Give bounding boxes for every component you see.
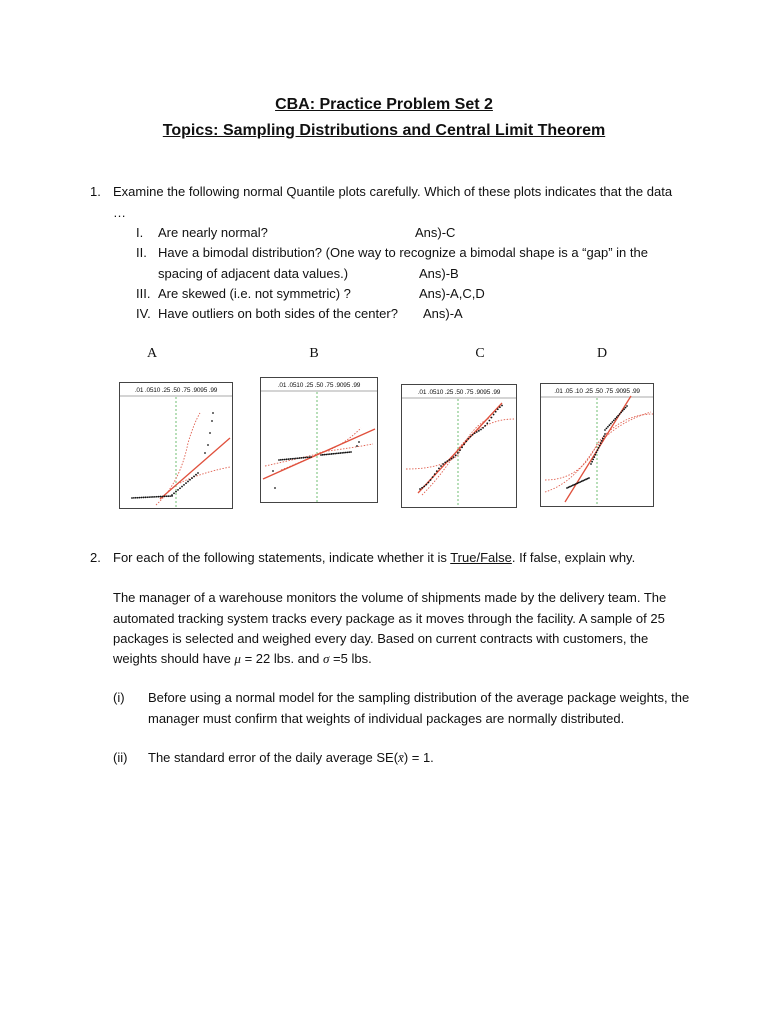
plot-tick-labels: .01 .05 .10 .25 .50 .75 .9095 .99: [554, 388, 640, 395]
data-point: [486, 422, 488, 424]
q1-item-text: Are nearly normal?: [158, 225, 268, 240]
plot-letter-b: B: [309, 346, 319, 361]
data-point: [274, 487, 276, 489]
data-point: [207, 444, 209, 446]
data-point: [465, 441, 467, 443]
q1-item-answer: Ans)-C: [415, 225, 456, 240]
data-point: [282, 459, 284, 461]
data-point: [592, 458, 594, 460]
data-point: [467, 438, 469, 440]
data-point: [598, 447, 600, 449]
data-point: [430, 479, 432, 481]
q2-text: weights should have: [113, 651, 235, 666]
data-point: [606, 428, 608, 430]
data-point: [472, 434, 474, 436]
data-point: [179, 487, 181, 489]
q2-paragraph-line: automated tracking system tracks every package as it moves through the facility. A sample of 25: [113, 611, 665, 626]
data-point: [495, 411, 497, 413]
data-point: [358, 441, 360, 443]
data-point: [356, 445, 358, 447]
plot-tick-labels: .01 .0510 .25 .50 .75 .9095 .99: [134, 387, 218, 394]
data-point: [278, 459, 280, 461]
q1-text: Examine the following normal Quantile plots carefully. Which of these plots indicates that the data: [113, 184, 673, 199]
q1-item-text: Have outliers on both sides of the center?: [158, 306, 398, 321]
q2-intro-text: For each of the following statements, indicate whether it is: [113, 550, 451, 565]
q2-true-false: True/False: [450, 550, 512, 565]
data-point: [308, 456, 310, 458]
data-point: [434, 473, 436, 475]
data-point: [459, 449, 461, 451]
q2-part-text: manager must confirm that weights of individual packages are normally distributed.: [148, 711, 625, 726]
data-point: [185, 482, 187, 484]
data-point: [306, 456, 308, 458]
data-point: [329, 453, 331, 455]
data-point: [135, 497, 137, 499]
fit-line: [160, 438, 230, 499]
data-point: [607, 426, 609, 428]
data-point: [340, 452, 342, 454]
data-point: [609, 424, 611, 426]
data-point: [610, 423, 612, 425]
data-point: [212, 412, 214, 414]
data-point: [347, 451, 349, 453]
data-point: [623, 408, 625, 410]
sigma-symbol: σ: [322, 651, 330, 666]
data-point: [482, 427, 484, 429]
data-point: [595, 452, 597, 454]
data-point: [150, 496, 152, 498]
data-point: [603, 435, 605, 437]
data-point: [169, 495, 171, 497]
q2-paragraph-line: [113, 651, 372, 667]
data-point: [428, 482, 430, 484]
data-point: [303, 457, 305, 459]
data-point: [478, 430, 480, 432]
q1-continuation: …: [113, 205, 126, 220]
plot-graphic: [261, 378, 377, 502]
data-point: [338, 452, 340, 454]
data-point: [438, 467, 440, 469]
plot-graphic: [120, 383, 232, 508]
data-point: [146, 496, 148, 498]
data-point: [588, 477, 590, 479]
data-point: [324, 454, 326, 456]
data-point: [167, 495, 169, 497]
data-point: [322, 454, 324, 456]
q2-paragraph-line: The manager of a warehouse monitors the volume of shipments made by the delivery team. The: [113, 590, 667, 605]
data-point: [160, 496, 162, 498]
data-point: [602, 438, 604, 440]
data-point: [484, 425, 486, 427]
data-point: [195, 474, 197, 476]
data-point: [463, 443, 465, 445]
data-point: [211, 420, 213, 422]
data-point: [613, 420, 615, 422]
data-point: [604, 429, 606, 431]
quantile-plot-d: [540, 383, 654, 507]
q1-item-num: III.: [136, 286, 151, 301]
data-point: [181, 486, 183, 488]
data-point: [440, 465, 442, 467]
mu-symbol: μ: [234, 651, 241, 666]
data-point: [626, 405, 628, 407]
plot-letter-c: C: [475, 346, 485, 361]
data-point: [497, 408, 499, 410]
data-point: [295, 458, 297, 460]
data-point: [288, 458, 290, 460]
data-point: [327, 453, 329, 455]
data-point: [597, 449, 599, 451]
q2-intro: [113, 550, 635, 565]
data-point: [336, 453, 338, 455]
data-point: [480, 429, 482, 431]
data-point: [449, 459, 451, 461]
data-point: [158, 496, 160, 498]
data-point: [616, 416, 618, 418]
q1-item-text: Are skewed (i.e. not symmetric) ?: [158, 286, 351, 301]
data-point: [204, 452, 206, 454]
q2-paragraph-line: packages is selected and weighed every day. Based on current contracts with customers, the: [113, 631, 649, 646]
q2-part-text: Before using a normal model for the sampling distribution of the average package weights, the: [148, 690, 690, 705]
data-point: [501, 405, 503, 407]
data-point: [299, 457, 301, 459]
data-point: [493, 414, 495, 416]
data-point: [350, 451, 352, 453]
data-point: [209, 432, 211, 434]
data-point: [193, 475, 195, 477]
data-point: [173, 492, 175, 494]
data-point: [436, 470, 438, 472]
quantile-plot-b: [260, 377, 378, 503]
q2-part-text: [148, 750, 434, 766]
confidence-band: [156, 413, 200, 505]
plot-tick-labels: .01 .0510 .25 .50 .75 .9095 .99: [277, 382, 361, 389]
q1-item-num: I.: [136, 225, 144, 240]
quantile-plot-c: [401, 384, 517, 508]
data-point: [143, 497, 145, 499]
q1-item-answer: Ans)-B: [419, 266, 459, 281]
data-point: [453, 456, 455, 458]
data-point: [421, 487, 423, 489]
data-point: [332, 453, 334, 455]
data-point: [156, 496, 158, 498]
data-point: [334, 453, 336, 455]
data-point: [604, 433, 606, 435]
plot-graphic: [541, 384, 653, 506]
data-point: [444, 462, 446, 464]
data-point: [141, 497, 143, 499]
data-point: [600, 442, 602, 444]
q1-item-num: IV.: [136, 306, 151, 321]
q1-item-num: II.: [136, 245, 147, 260]
data-point: [331, 453, 333, 455]
data-point: [152, 496, 154, 498]
data-point: [470, 436, 472, 438]
data-point: [423, 485, 425, 487]
data-point: [599, 445, 601, 447]
data-point: [341, 452, 343, 454]
data-point: [304, 457, 306, 459]
data-point: [163, 495, 165, 497]
data-point: [593, 456, 595, 458]
data-point: [619, 413, 621, 415]
data-point: [139, 497, 141, 499]
q2-part-label: (i): [113, 690, 125, 705]
data-point: [293, 458, 295, 460]
q2-number: 2.: [90, 550, 101, 565]
data-point: [476, 431, 478, 433]
data-point: [446, 460, 448, 462]
data-point: [137, 497, 139, 499]
data-point: [348, 451, 350, 453]
confidence-band: [406, 417, 492, 469]
data-point: [171, 494, 173, 496]
data-point: [491, 417, 493, 419]
plot-graphic: [402, 385, 516, 507]
data-point: [286, 458, 288, 460]
data-point: [272, 470, 274, 472]
data-point: [320, 454, 322, 456]
q1-number: 1.: [90, 184, 101, 199]
data-point: [280, 459, 282, 461]
data-point: [148, 496, 150, 498]
data-point: [611, 421, 613, 423]
fit-line: [263, 429, 375, 479]
data-point: [197, 472, 199, 474]
data-point: [133, 497, 135, 499]
confidence-band: [422, 419, 514, 495]
data-point: [594, 454, 596, 456]
data-point: [289, 458, 291, 460]
data-point: [461, 446, 463, 448]
data-point: [310, 456, 312, 458]
data-point: [591, 461, 593, 463]
data-point: [425, 484, 427, 486]
q1-item-text-cont: spacing of adjacent data values.): [158, 266, 349, 281]
plot-letter-d: D: [596, 346, 608, 361]
data-point: [144, 496, 146, 498]
data-point: [131, 497, 133, 499]
xbar-symbol: x̄: [398, 750, 404, 765]
data-point: [625, 407, 627, 409]
q2-text: = 22 lbs. and: [240, 651, 323, 666]
data-point: [345, 452, 347, 454]
data-point: [154, 496, 156, 498]
data-point: [343, 452, 345, 454]
data-point: [614, 418, 616, 420]
data-point: [189, 479, 191, 481]
data-point: [187, 481, 189, 483]
data-point: [291, 458, 293, 460]
data-point: [183, 484, 185, 486]
data-point: [284, 459, 286, 461]
q2-intro-text-end: . If false, explain why.: [511, 550, 636, 565]
data-point: [165, 495, 167, 497]
data-point: [620, 412, 622, 414]
data-point: [162, 496, 164, 498]
plot-tick-labels: .01 .0510 .25 .50 .75 .9095 .99: [417, 389, 501, 396]
confidence-band: [545, 412, 651, 492]
plot-letter-a: A: [146, 346, 158, 361]
data-point: [601, 440, 603, 442]
data-point: [175, 491, 177, 493]
data-point: [419, 488, 421, 490]
data-point: [474, 432, 476, 434]
data-point: [325, 454, 327, 456]
data-point: [297, 457, 299, 459]
data-point: [177, 489, 179, 491]
q1-item-answer: Ans)-A,C,D: [419, 286, 485, 301]
data-point: [451, 458, 453, 460]
data-point: [457, 452, 459, 454]
data-point: [301, 457, 303, 459]
q2-part-label: (ii): [113, 750, 128, 765]
data-point: [622, 410, 624, 412]
data-point: [191, 477, 193, 479]
q2-text: =5 lbs.: [329, 651, 372, 666]
data-point: [590, 463, 592, 465]
data-point: [617, 415, 619, 417]
data-point: [432, 476, 434, 478]
data-point: [488, 420, 490, 422]
data-point: [455, 454, 457, 456]
data-point: [499, 406, 501, 408]
q2-text: The standard error of the daily average SE(: [148, 750, 399, 765]
q1-item-answer: Ans)-A: [423, 306, 463, 321]
quantile-plot-a: [119, 382, 233, 509]
q1-item-text: Have a bimodal distribution? (One way to recognize a bimodal shape is a “gap” in the: [158, 245, 648, 260]
confidence-band: [281, 444, 373, 470]
page-topics: Topics: Sampling Distributions and Central Limit Theorem: [162, 122, 606, 139]
q2-text: ) = 1.: [403, 750, 434, 765]
page-title: CBA: Practice Problem Set 2: [275, 96, 493, 113]
data-point: [442, 463, 444, 465]
